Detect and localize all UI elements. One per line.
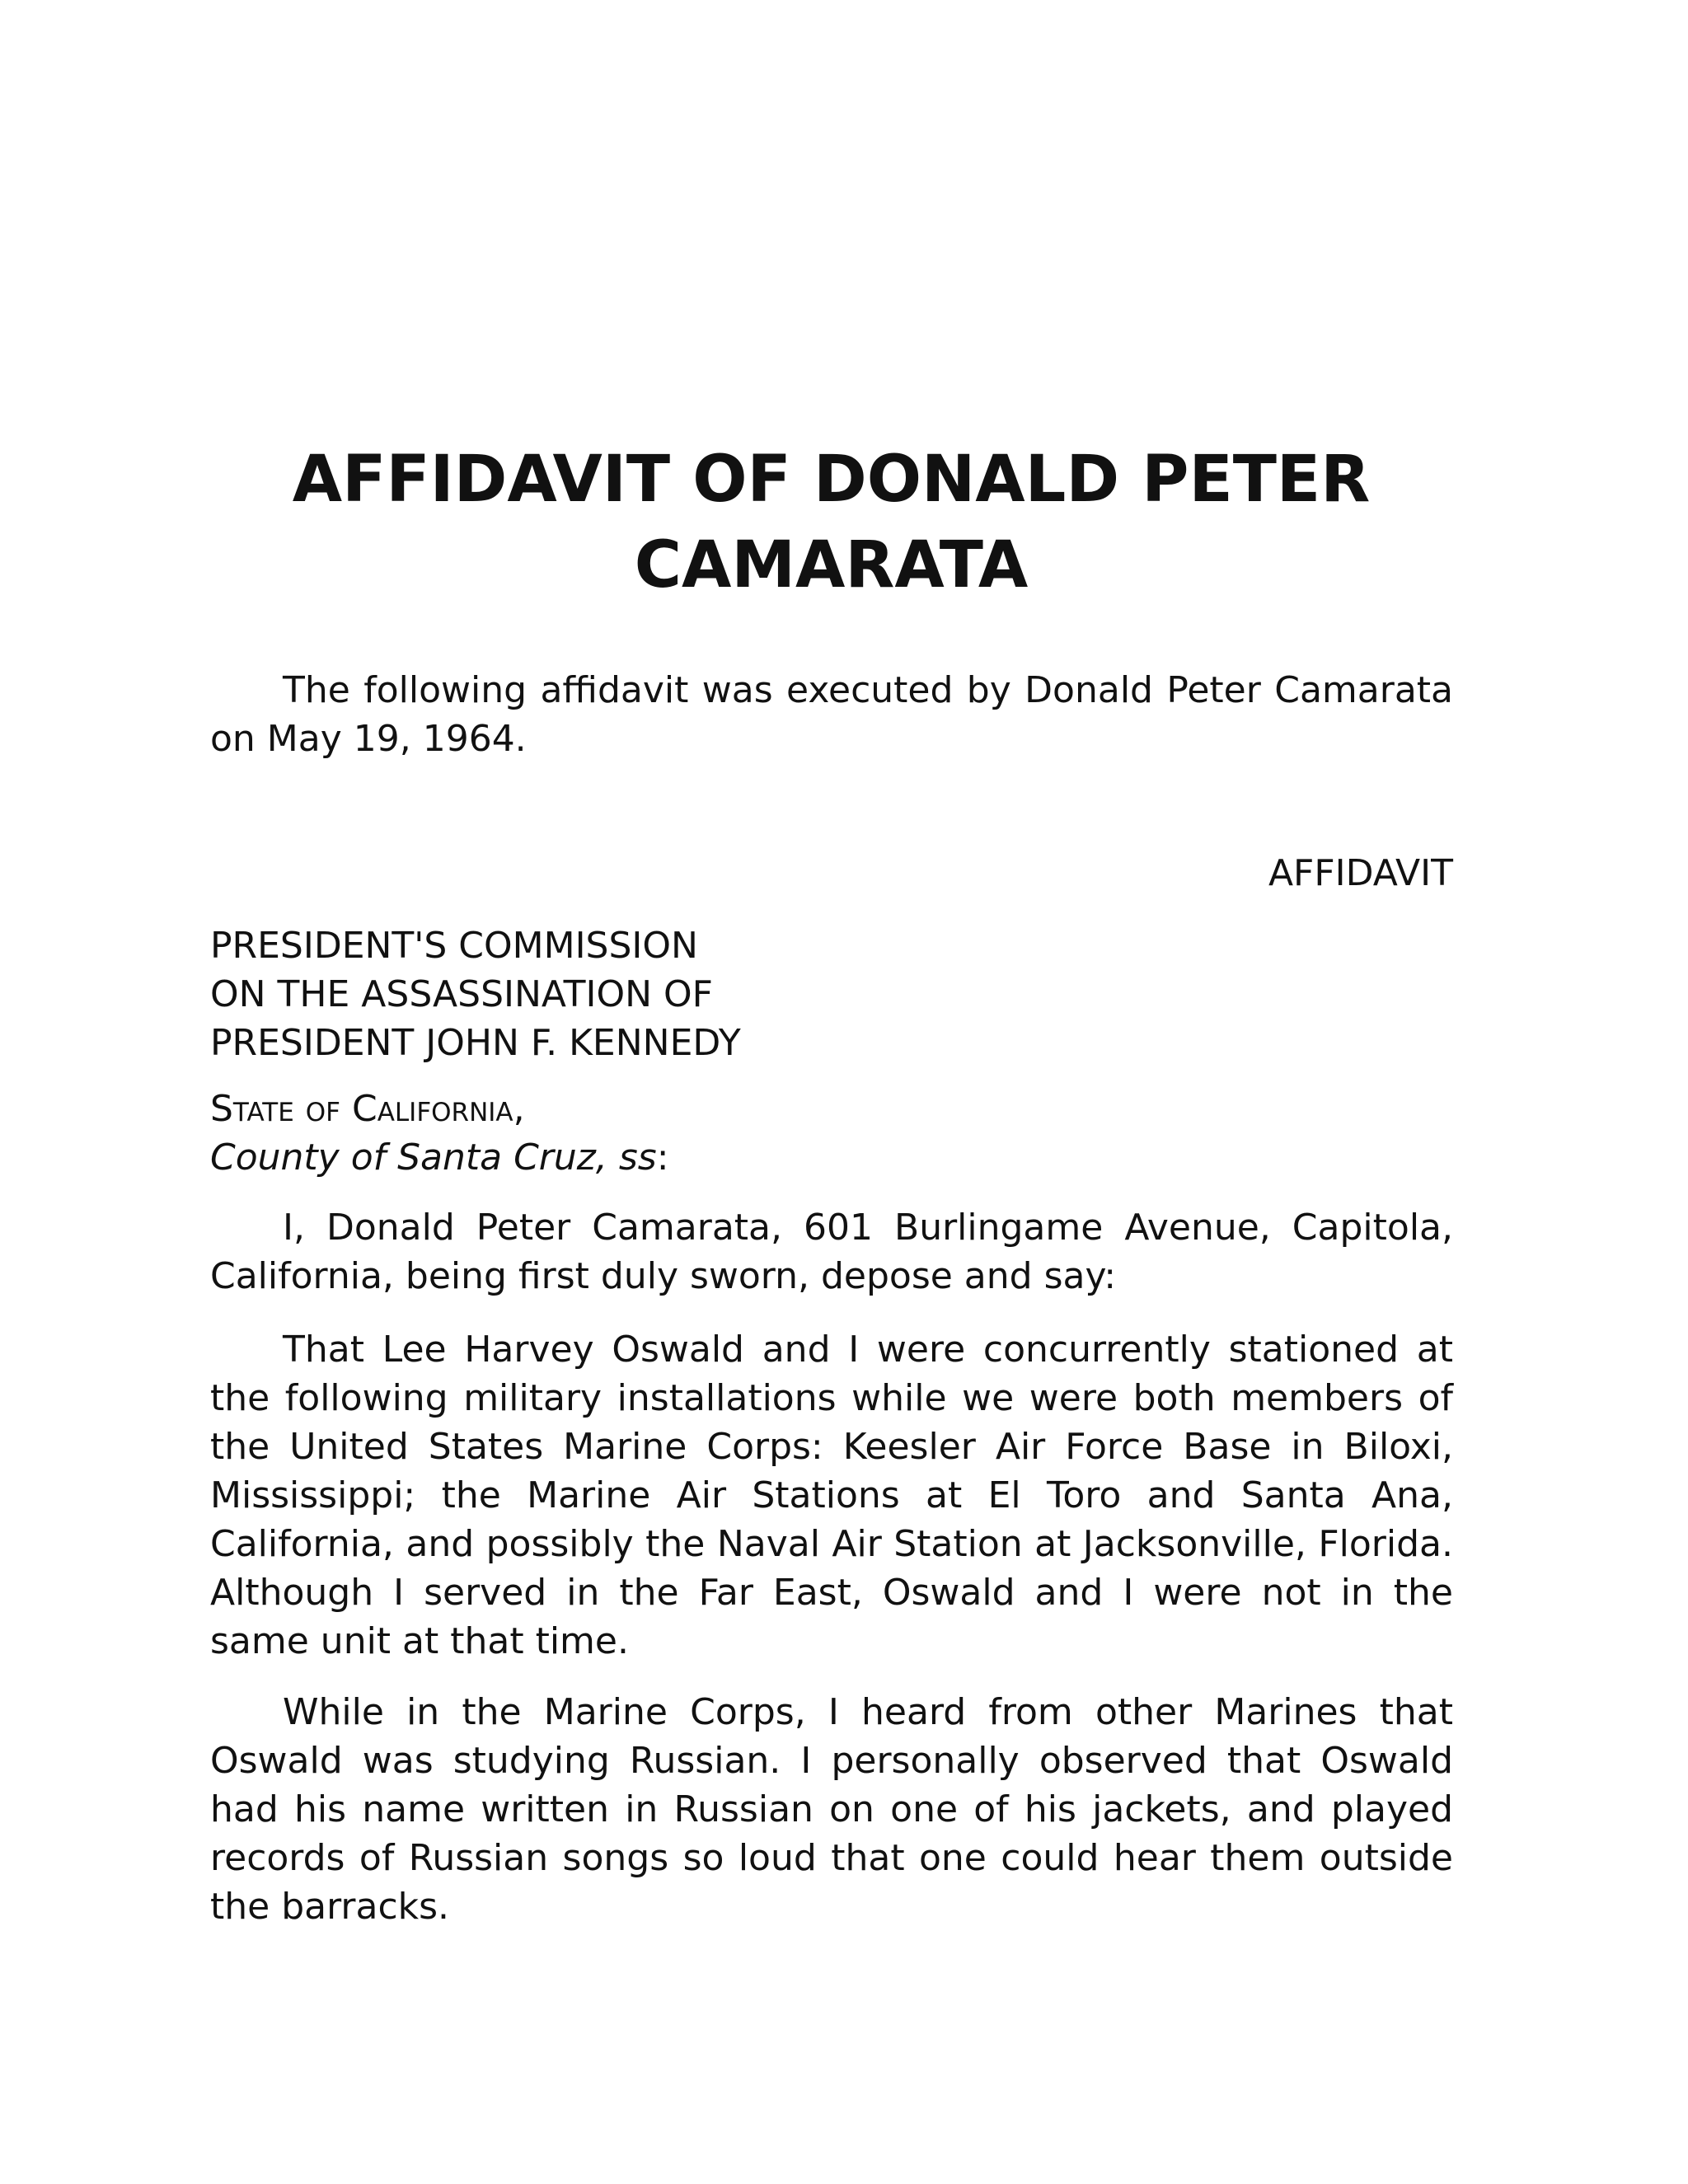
body-paragraph: While in the Marine Corps, I heard from other Marines that Oswald was studying Russian. I personally observed that Oswald had his name written in Russian on one of his jackets, and played records of Russian songs so loud that one could hear them outside the barracks.: [210, 1691, 1453, 1928]
venue-block: [210, 1085, 1453, 1182]
commission-line-1: PRESIDENT'S COMMISSION: [210, 925, 698, 967]
venue-county: County of Santa Cruz, ss: [210, 1137, 657, 1179]
intro-paragraph: The following affidavit was executed by Donald Peter Camarata on May 19, 1964.: [210, 669, 1453, 760]
body-paragraph: That Lee Harvey Oswald and I were concurrently stationed at the following military installations while we were both members of the United States Marine Corps: Keesler Air Force Base in Biloxi, Mississippi; the Marine Air Stations at El Toro and Santa Ana, California, and possibly the Naval Air Station at Jacksonville, Florida. Although I served in the Far East, Oswald and I were not in the same unit at that time.: [210, 1329, 1453, 1662]
venue-county-line: [210, 1133, 1453, 1182]
commission-line-3: PRESIDENT JOHN F. KENNEDY: [210, 1022, 741, 1064]
venue-state: State of California,: [210, 1088, 525, 1130]
venue-county-suffix: :: [656, 1137, 669, 1179]
body-paragraph: I, Donald Peter Camarata, 601 Burlingame Avenue, Capitola, California, being first duly sworn, depose and say:: [210, 1207, 1453, 1297]
commission-line-2: ON THE ASSASSINATION OF: [210, 973, 713, 1015]
commission-heading: [210, 921, 1453, 1067]
affidavit-label: AFFIDAVIT: [1268, 852, 1453, 894]
document-title: AFFIDAVIT OF DONALD PETER CAMARATA: [292, 443, 1371, 602]
